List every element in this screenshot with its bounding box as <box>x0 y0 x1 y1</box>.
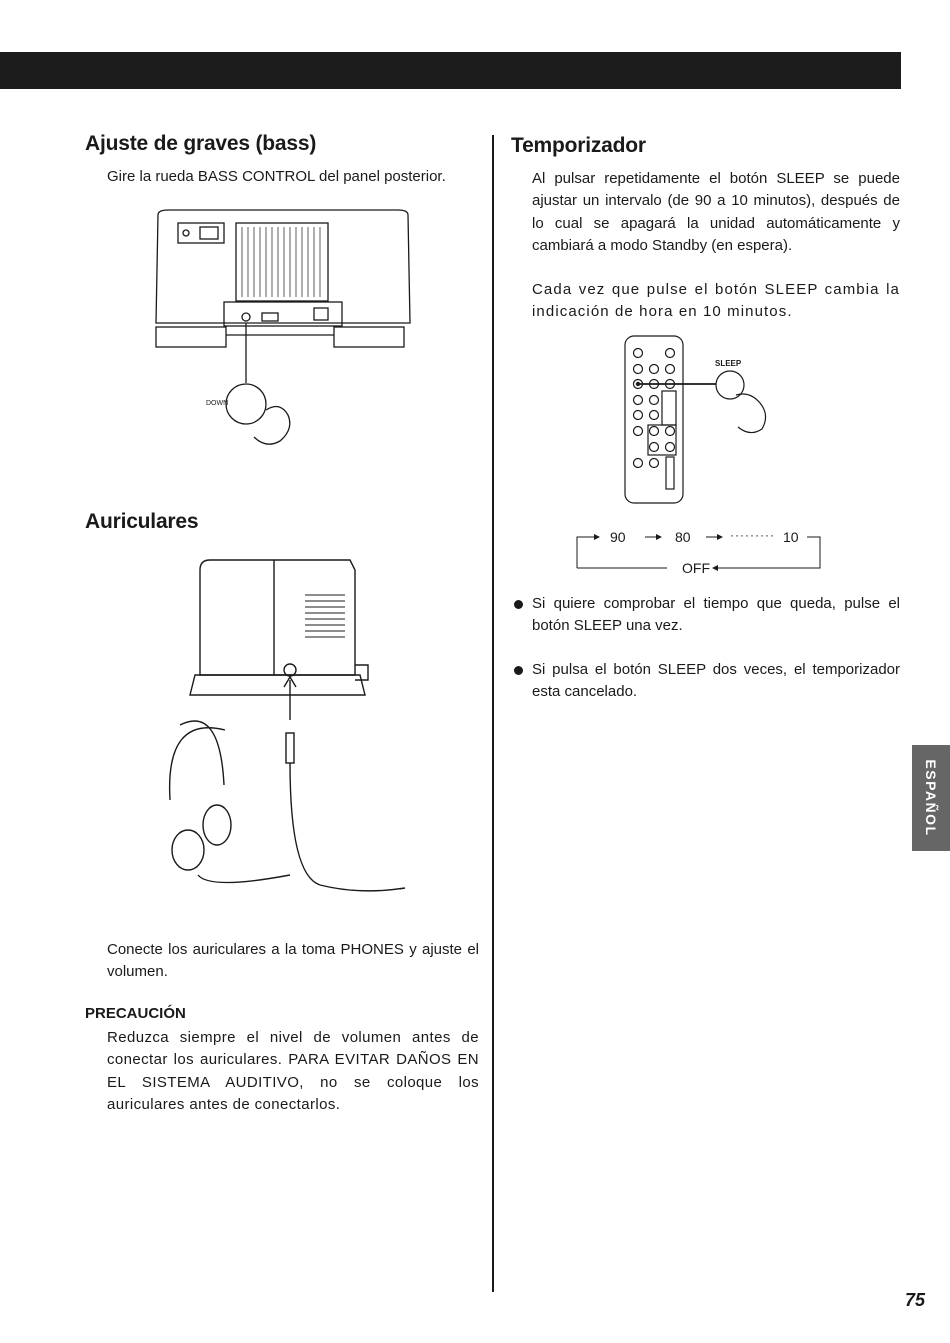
bullet-dot <box>514 666 523 675</box>
knob-down-label: DOWN <box>206 400 229 407</box>
remote-sleep-label: SLEEP <box>715 359 742 368</box>
headphones-heading: Auriculares <box>85 510 199 533</box>
bass-heading: Ajuste de graves (bass) <box>85 132 317 155</box>
sleep-sequence-diagram <box>570 525 832 580</box>
headphones-instruction: Conecte los auriculares a la toma PHONES y ajuste el volumen. <box>107 941 479 981</box>
svg-text:·········: ········· <box>730 528 775 542</box>
sequence-90: 90 <box>610 529 626 545</box>
sequence-10: 10 <box>783 529 799 545</box>
caution-text: Reduzca siempre el nivel de volumen antes de conectar los auriculares. PARA EVITAR DAÑOS EN EL SISTEMA AUDITIVO, no se coloque los auriculares antes de conectarlos. <box>107 1029 479 1113</box>
rear-panel-illustration <box>148 205 418 450</box>
bullet-dot <box>514 600 523 609</box>
header-bar <box>0 52 901 89</box>
language-tab <box>912 745 950 851</box>
bass-instruction: Gire la rueda BASS CONTROL del panel posterior. <box>107 168 446 185</box>
column-divider <box>492 135 494 1292</box>
language-tab-label: ESPAÑOL <box>923 759 939 837</box>
headphones-illustration <box>150 555 415 900</box>
timer-paragraph-2: Cada vez que pulse el botón SLEEP cambia la indicación de hora en 10 minutos. <box>532 281 900 321</box>
page-number: 75 <box>904 1290 925 1310</box>
sequence-80: 80 <box>675 529 691 545</box>
timer-paragraph-1: Al pulsar repetidamente el botón SLEEP se puede ajustar un intervalo (de 90 a 10 minutos), después de lo cual se apagará la unidad automáticamente y cambiará a modo Standby (en espera). <box>532 170 900 254</box>
timer-heading: Temporizador <box>511 134 646 157</box>
sequence-off: OFF <box>682 560 710 576</box>
timer-bullet-2: Si pulsa el botón SLEEP dos veces, el temporizador esta cancelado. <box>532 661 900 701</box>
caution-title: PRECAUCIÓN <box>85 1005 186 1022</box>
timer-bullet-1: Si quiere comprobar el tiempo que queda, pulse el botón SLEEP una vez. <box>532 595 900 635</box>
remote-control-illustration <box>620 333 790 508</box>
